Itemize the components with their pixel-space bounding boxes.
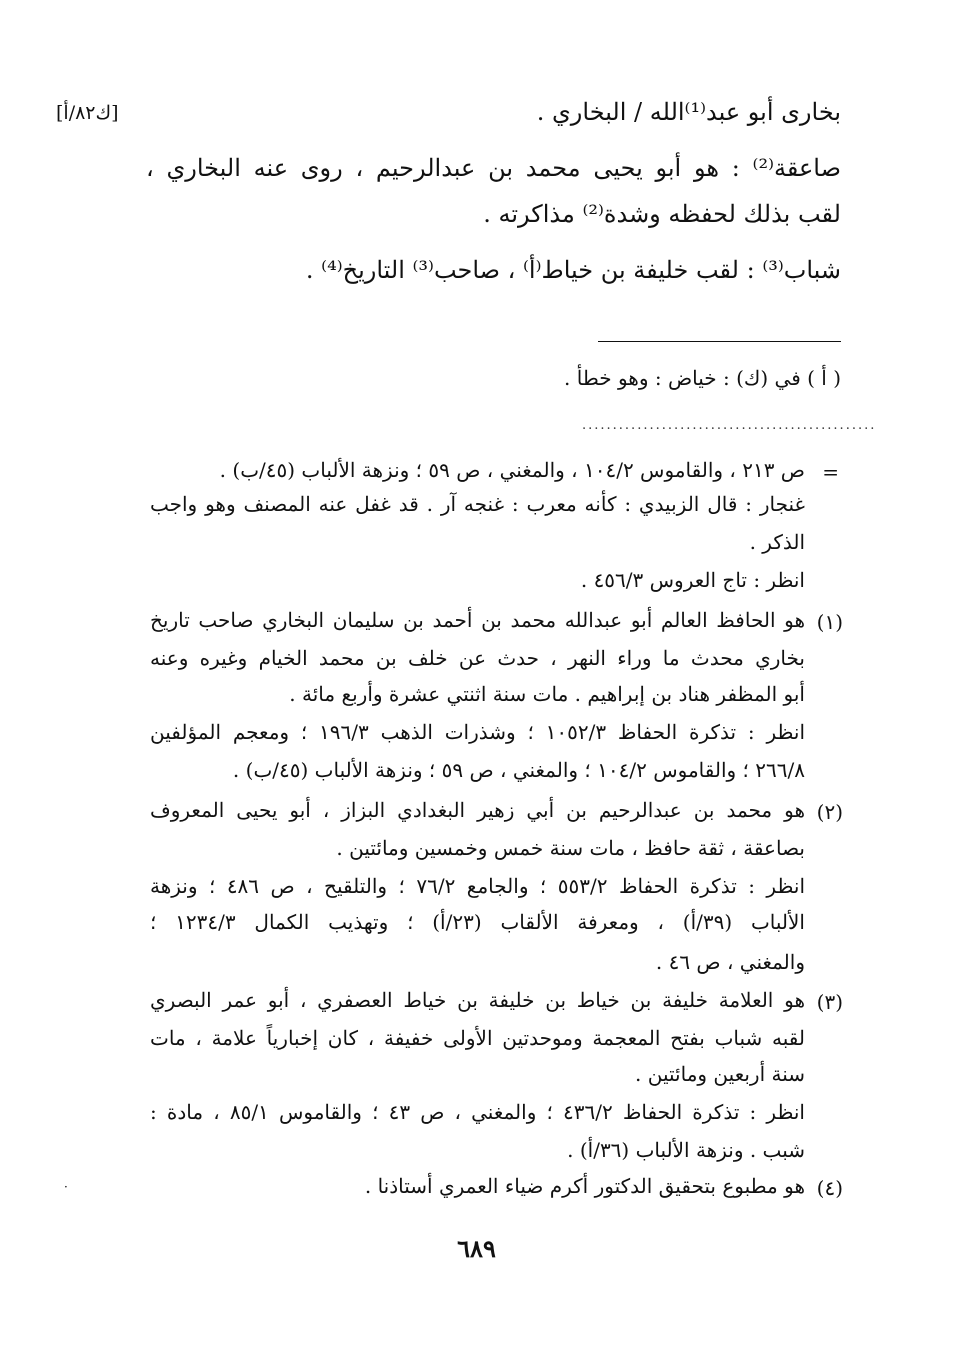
- header-line: بخارى أبو عبد⁽¹⁾الله / البخاري .: [536, 98, 841, 126]
- footnote-line: أبو المظفر هناد بن إبراهيم . مات سنة اثنتي عشرة وأربع مائة .: [289, 682, 805, 706]
- footnote-number: (٤): [816, 1176, 843, 1200]
- footnote-separator: [598, 341, 841, 342]
- footnote-line: الألباب (٣٩/أ) ، ومعرفة الألقاب (٢٣/أ) ؛ وتهذيب الكمال ١٢٣٤/٣ ؛: [150, 910, 805, 934]
- folio-reference: [ك٨٢/أ]: [56, 102, 119, 124]
- footnote-line: هو العلامة خليفة بن خياط بن خليفة بن خياط العصفري ، أبو عمر البصري: [150, 988, 805, 1012]
- footnote-line: شبب . ونزهة الألباب (٣٦/أ) .: [567, 1138, 805, 1162]
- footnote-line: سنة أربعين ومائتين .: [635, 1062, 805, 1086]
- continuation-marker: =: [822, 460, 839, 484]
- footnote-number: (١): [816, 610, 843, 634]
- footnote-line: انظر : تذكرة الحفاظ ١٠٥٢/٣ ؛ وشذرات الذهب ١٩٦/٣ ؛ ومعجم المؤلفين: [150, 720, 806, 744]
- scan-speck: ·: [64, 1180, 68, 1194]
- dotted-separator: ................................................: [582, 418, 877, 433]
- footnote-line: انظر : تذكرة الحفاظ ٤٣٦/٢ ؛ والمغني ، ص ٤٣ ؛ والقاموس ٨٥/١ ، مادة :: [150, 1100, 805, 1124]
- footnote-line: لقبه شباب بفتح المعجمة وموحدتين الأولى خفيفة ، كان إخبارياً علامة ، مات: [150, 1026, 805, 1050]
- footnote-line: بخاري محدث ما وراء النهر ، حدث عن خلف بن محمد الخيام وغيره وعنه: [150, 646, 805, 670]
- footnote-line: هو محمد بن عبدالرحيم بن أبي زهير البغدادي البزاز ، أبو يحيى المعروف: [150, 798, 805, 822]
- footnote-line: هو الحافظ العالم أبو عبدالله محمد بن أحمد بن سليمان البخاري صاحب تاريخ: [150, 608, 805, 632]
- footnote-line: والمغني ، ص ٤٦ .: [655, 950, 805, 974]
- variant-note: ( أ ) في (ك) : خياض : وهو خطأ .: [564, 366, 841, 390]
- body-line-3: شباب⁽³⁾ : لقب خليفة بن خياط⁽أ⁾ ، صاحب⁽³⁾ التاريخ⁽⁴⁾ .: [305, 256, 841, 284]
- footnote-line: بصاعقة ، ثقة حافظ ، مات سنة خمس وخمسين ومائتين .: [336, 836, 805, 860]
- footnote-number: (٣): [816, 990, 843, 1014]
- page-number: ٦٨٩: [457, 1234, 496, 1263]
- continuation-line: ص ٢١٣ ، والقاموس ١٠٤/٢ ، والمغني ، ص ٥٩ ؛ ونزهة الألباب (٤٥/ب) .: [219, 458, 805, 482]
- continuation-line: انظر : تاج العروس ٤٥٦/٣ .: [580, 568, 805, 592]
- footnote-line: انظر : تذكرة الحفاظ ٥٥٣/٢ ؛ والجامع ٧٦/٢ ؛ والتلقيح ، ص ٤٨٦ ؛ ونزهة: [150, 874, 805, 898]
- footnote-number: (٢): [816, 800, 843, 824]
- footnote-line: هو مطبوع بتحقيق الدكتور أكرم ضياء العمري أستاذنا .: [364, 1174, 805, 1198]
- body-line-1: صاعقة⁽²⁾ : هو أبو يحيى محمد بن عبدالرحيم ، روى عنه البخاري ،: [146, 154, 841, 182]
- continuation-line: غنجار : قال الزبيدي : كأنه معرب : غنجه آر . قد غفل عنه المصنف وهو واجب: [150, 492, 805, 516]
- footnote-line: ٢٦٦/٨ ؛ والقاموس ١٠٤/٢ ؛ والمغني ، ص ٥٩ ؛ ونزهة الألباب (٤٥/ب) .: [232, 758, 805, 782]
- continuation-line: الذكر .: [749, 530, 805, 554]
- body-line-2: لقب بذلك لحفظه وشدة⁽²⁾ مذاكرته .: [483, 200, 841, 228]
